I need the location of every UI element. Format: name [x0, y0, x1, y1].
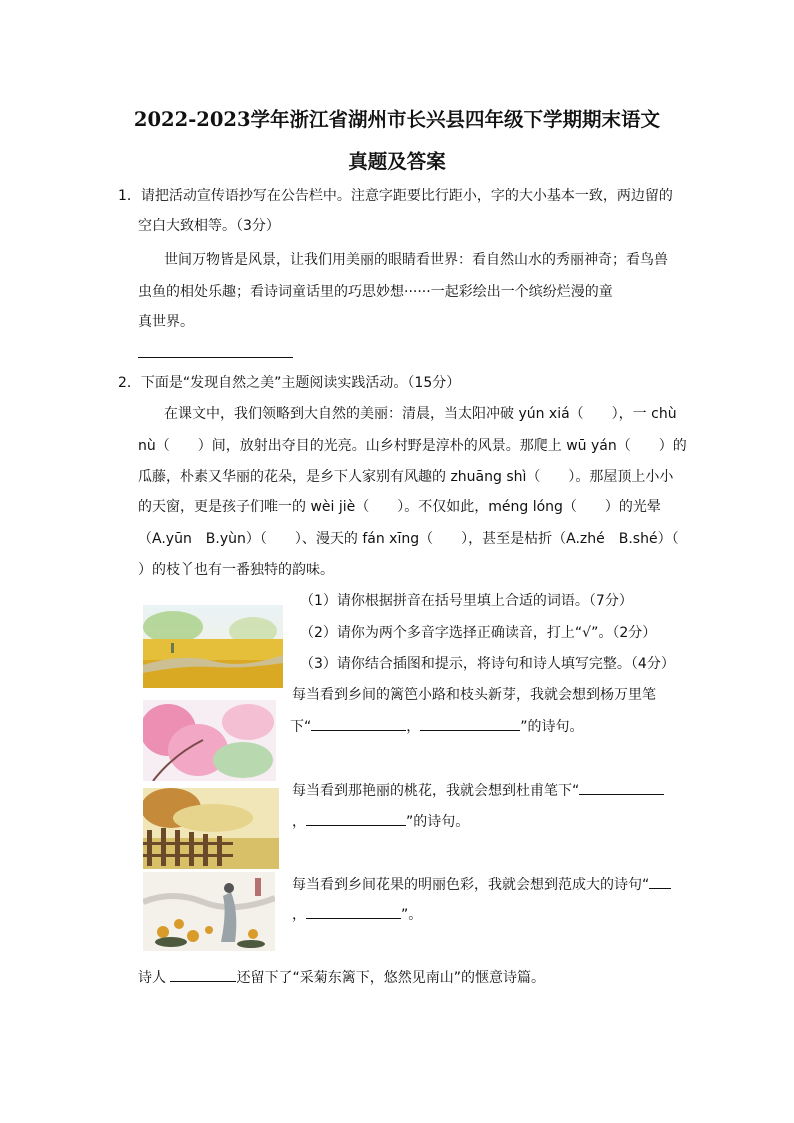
- poem-c-text: 每当看到乡间花果的明丽色彩，我就会想到范成大的诗句“: [292, 877, 650, 893]
- q1-answer-line[interactable]: [138, 357, 293, 358]
- q2-sub1: （1）请你根据拼音在括号里填上合适的词语。（7分）: [300, 593, 633, 609]
- poem-b-line2: [292, 811, 469, 832]
- q2-sub2: （2）请你为两个多音字选择正确读音，打上“√”。（2分）: [300, 625, 657, 641]
- poet-line: [138, 967, 545, 988]
- q2-passage-line1: 在课文中，我们领略到大自然的美丽：清晨，当太阳冲破 yún xiá（ ），一 chù: [164, 406, 677, 422]
- poem-b-post: ”的诗句。: [406, 814, 470, 830]
- q1-passage-line2: 虫鱼的相处乐趣；看诗词童话里的巧思妙想······一起彩绘出一个缤纷烂漫的童: [138, 284, 613, 300]
- fence-orchard-image: [143, 788, 279, 869]
- poem-b-blank2[interactable]: [306, 811, 406, 826]
- poem-b-blank1[interactable]: [579, 780, 664, 795]
- q1-line1: 1．请把活动宣传语抄写在公告栏中。注意字距要比行距小，字的大小基本一致，两边留的: [118, 188, 673, 204]
- poet-post: 还留下了“采菊东篱下，悠然见南山”的惬意诗篇。: [236, 970, 545, 986]
- q1-passage-line1: 世间万物皆是风景，让我们用美丽的眼睛看世界：看自然山水的秀丽神奇；看鸟兽: [164, 252, 668, 268]
- poem-a-comma: ，: [406, 719, 421, 735]
- document-title-line2: 真题及答案: [348, 150, 446, 173]
- poem-b-pre: ，: [292, 814, 306, 830]
- document-title-line1: 2022-2023学年浙江省湖州市长兴县四年级下学期期末语文: [133, 108, 661, 131]
- poem-a-blank2[interactable]: [420, 716, 520, 731]
- field-path-image: [143, 605, 283, 688]
- q2-passage-line2: nù（ ）间，放射出夺目的光亮。山乡村野是淳朴的风景。那爬上 wū yán（ ）的: [138, 438, 687, 454]
- ink-painting-image: [143, 872, 275, 951]
- poem-a-blank1[interactable]: [311, 716, 406, 731]
- poet-blank[interactable]: [170, 967, 236, 982]
- peach-blossom-image: [143, 700, 276, 781]
- q1-line2: 空白大致相等。（3分）: [138, 218, 280, 234]
- q2-passage-line4: 的天窗，更是孩子们唯一的 wèi jiè（ ）。不仅如此，méng lóng（ ）的光晕: [138, 499, 661, 515]
- poem-c-line2: [292, 904, 422, 925]
- q1-passage-line3: 真世界。: [138, 314, 194, 330]
- poem-b-text: 每当看到那艳丽的桃花，我就会想到杜甫笔下“: [292, 783, 580, 799]
- q2-heading: 2．下面是“发现自然之美”主题阅读实践活动。（15分）: [118, 375, 461, 391]
- poem-b-line1: [292, 780, 664, 801]
- poem-c-blank2[interactable]: [306, 904, 401, 919]
- poem-a-pre: 下“: [290, 719, 312, 735]
- poet-pre: 诗人: [138, 970, 171, 986]
- q2-passage-line5: （A.yūn B.yùn）（ ）、漫天的 fán xīng（ ），甚至是枯折（A.zhé B.shé）（: [138, 531, 679, 547]
- q2-sub3: （3）请你结合插图和提示，将诗句和诗人填写完整。（4分）: [300, 656, 675, 672]
- poem-c-line1: [292, 874, 671, 895]
- poem-c-blank1[interactable]: [649, 874, 671, 889]
- q2-passage-line6: ）的枝丫也有一番独特的韵味。: [138, 562, 334, 578]
- q2-passage-line3: 瓜藤，朴素又华丽的花朵，是乡下人家别有风趣的 zhuāng shì（ ）。那屋顶上小小: [138, 469, 674, 485]
- poem-a-line1: 每当看到乡间的篱笆小路和枝头新芽，我就会想到杨万里笔: [292, 687, 656, 703]
- poem-c-pre: ，: [292, 907, 306, 923]
- poem-c-post: ”。: [401, 907, 423, 923]
- poem-a-line2: [290, 716, 584, 737]
- poem-a-post: ”的诗句。: [520, 719, 584, 735]
